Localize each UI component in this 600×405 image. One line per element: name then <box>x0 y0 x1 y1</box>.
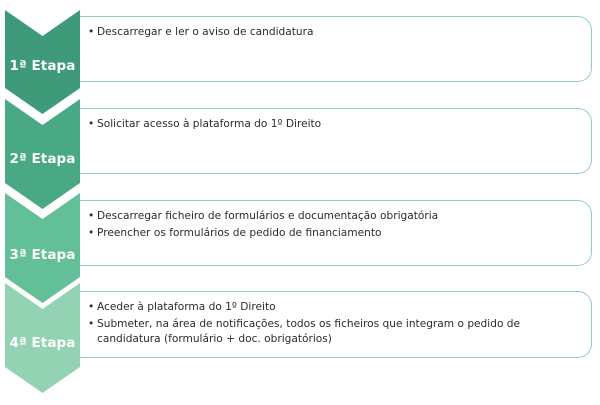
step-2-box <box>80 108 592 174</box>
step-3-list <box>88 209 583 241</box>
step-1-box <box>80 16 592 82</box>
step-2-list <box>88 117 583 132</box>
step-2-item-1: • Solicitar acesso à plataforma do 1º Direito <box>88 117 583 132</box>
step-2-label: 2ª Etapa <box>9 151 76 167</box>
step-3-label: 3ª Etapa <box>9 247 76 263</box>
step-1-item-1: • Descarregar e ler o aviso de candidatura <box>88 25 583 40</box>
step-1-label: 1ª Etapa <box>9 58 76 74</box>
step-3-item-1: • Descarregar ficheiro de formulários e documentação obrigatória <box>88 209 583 224</box>
step-4-list <box>88 300 583 347</box>
step-1-list <box>88 25 583 40</box>
step-4-item-1: • Aceder à plataforma do 1º Direito <box>88 300 583 315</box>
step-4-item-2: • Submeter, na área de notificações, todos os ficheiros que integram o pedido de candidatura (formulário + doc. obrigatórios) <box>88 317 583 347</box>
step-3-box <box>80 200 592 266</box>
step-4-box <box>80 291 592 358</box>
step-3-item-2: • Preencher os formulários de pedido de financiamento <box>88 226 583 241</box>
step-4-label: 4ª Etapa <box>9 335 76 351</box>
